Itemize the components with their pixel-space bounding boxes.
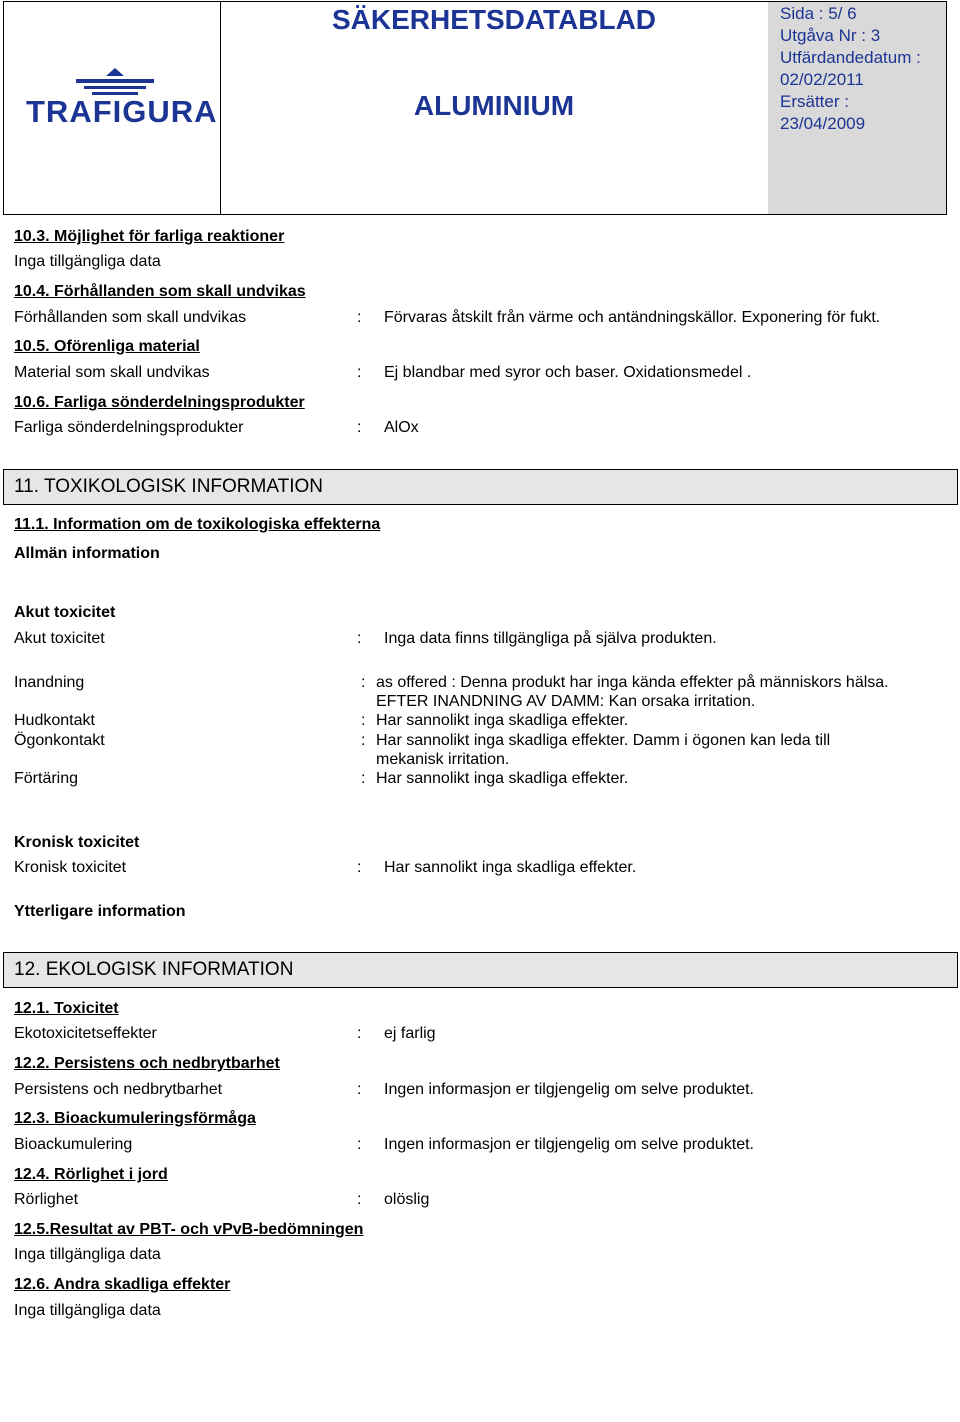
further-information-heading: Ytterligare information <box>14 903 186 920</box>
issued-label: Utfärdandedatum : <box>780 48 921 67</box>
persistence-value: Ingen informasjon er tilgjengelig om selve produktet. <box>384 1081 754 1098</box>
general-information-heading: Allmän information <box>14 545 160 562</box>
issued-date: 02/02/2011 <box>780 70 864 89</box>
section-11-header <box>3 469 958 505</box>
decomposition-products-label: Farliga sönderdelningsprodukter <box>14 419 244 436</box>
page-number: Sida : 5/ 6 <box>780 4 857 23</box>
section-11-title: 11. TOXIKOLOGISK INFORMATION <box>14 476 323 497</box>
subsection-12-3-heading: 12.3. Bioackumuleringsförmåga <box>14 1110 256 1127</box>
colon: : <box>361 732 366 749</box>
product-name: ALUMINIUM <box>413 90 575 121</box>
chronic-toxicity-value: Har sannolikt inga skadliga effekter. <box>384 859 637 876</box>
skin-contact-label: Hudkontakt <box>14 712 95 729</box>
subsection-10-3-text: Inga tillgängliga data <box>14 253 161 270</box>
inhalation-value-line2: EFTER INANDNING AV DAMM: Kan orsaka irritation. <box>376 693 756 710</box>
colon: : <box>357 630 362 647</box>
materials-to-avoid-label: Material som skall undvikas <box>14 364 210 381</box>
other-effects-text: Inga tillgängliga data <box>14 1302 161 1319</box>
acute-toxicity-heading: Akut toxicitet <box>14 604 116 621</box>
brand-name: TRAFIGURA <box>26 94 218 129</box>
section-12-title: 12. EKOLOGISK INFORMATION <box>14 959 294 980</box>
colon: : <box>357 1081 362 1098</box>
colon: : <box>357 364 362 381</box>
document-title: SÄKERHETSDATABLAD <box>331 4 657 35</box>
colon: : <box>357 1191 362 1208</box>
colon: : <box>361 712 366 729</box>
inhalation-label: Inandning <box>14 674 85 691</box>
chronic-toxicity-heading: Kronisk toxicitet <box>14 834 140 851</box>
subsection-10-3-heading: 10.3. Möjlighet för farliga reaktioner <box>14 228 285 245</box>
eye-contact-value-line2: mekanisk irritation. <box>376 751 510 768</box>
subsection-10-5-heading: 10.5. Oförenliga material <box>14 338 200 355</box>
subsection-10-6-heading: 10.6. Farliga sönderdelningsprodukter <box>14 394 305 411</box>
replaces-label: Ersätter : <box>780 92 849 111</box>
bioaccumulation-value: Ingen informasjon er tilgjengelig om selve produktet. <box>384 1136 754 1153</box>
document-header <box>3 1 947 215</box>
subsection-12-2-heading: 12.2. Persistens och nedbrytbarhet <box>14 1055 280 1072</box>
title-cell <box>220 2 769 214</box>
subsection-10-4-heading: 10.4. Förhållanden som skall undvikas <box>14 283 306 300</box>
ingestion-label: Förtäring <box>14 770 79 787</box>
eye-contact-label: Ögonkontakt <box>14 732 105 749</box>
persistence-label: Persistens och nedbrytbarhet <box>14 1081 223 1098</box>
subsection-12-5-heading: 12.5.Resultat av PBT- och vPvB-bedömningen <box>14 1221 364 1238</box>
colon: : <box>357 859 362 876</box>
inhalation-value-line1: as offered : Denna produkt har inga kända effekter på människors hälsa. <box>376 674 889 691</box>
colon: : <box>357 419 362 436</box>
mobility-value: olöslig <box>384 1191 430 1208</box>
skin-contact-value: Har sannolikt inga skadliga effekter. <box>376 712 629 729</box>
bioaccumulation-label: Bioackumulering <box>14 1136 133 1153</box>
colon: : <box>357 1025 362 1042</box>
mobility-label: Rörlighet <box>14 1191 79 1208</box>
section-12-header <box>3 952 958 988</box>
conditions-to-avoid-value: Förvaras åtskilt från värme och antändningskällor. Exponering för fukt. <box>384 309 881 326</box>
colon: : <box>361 770 366 787</box>
subsection-12-4-heading: 12.4. Rörlighet i jord <box>14 1166 168 1183</box>
ecotoxicity-label: Ekotoxicitetseffekter <box>14 1025 157 1042</box>
materials-to-avoid-value: Ej blandbar med syror och baser. Oxidationsmedel . <box>384 364 752 381</box>
eye-contact-value-line1: Har sannolikt inga skadliga effekter. Damm i ögonen kan leda till <box>376 732 831 749</box>
pbt-assessment-text: Inga tillgängliga data <box>14 1246 161 1263</box>
replaces-date: 23/04/2009 <box>780 114 866 133</box>
ecotoxicity-value: ej farlig <box>384 1025 436 1042</box>
document-info <box>768 2 946 214</box>
colon: : <box>357 1136 362 1153</box>
acute-toxicity-value: Inga data finns tillgängliga på själva produkten. <box>384 630 717 647</box>
colon: : <box>357 309 362 326</box>
logo-cell <box>4 2 221 214</box>
subsection-11-1-heading: 11.1. Information om de toxikologiska effekterna <box>14 516 381 533</box>
ingestion-value: Har sannolikt inga skadliga effekter. <box>376 770 629 787</box>
conditions-to-avoid-label: Förhållanden som skall undvikas <box>14 309 247 326</box>
chronic-toxicity-label: Kronisk toxicitet <box>14 859 127 876</box>
subsection-12-1-heading: 12.1. Toxicitet <box>14 1000 119 1017</box>
version: Utgåva Nr : 3 <box>780 26 881 45</box>
decomposition-products-value: AlOx <box>384 419 419 436</box>
colon: : <box>361 674 366 691</box>
subsection-12-6-heading: 12.6. Andra skadliga effekter <box>14 1276 231 1293</box>
acute-toxicity-label: Akut toxicitet <box>14 630 105 647</box>
